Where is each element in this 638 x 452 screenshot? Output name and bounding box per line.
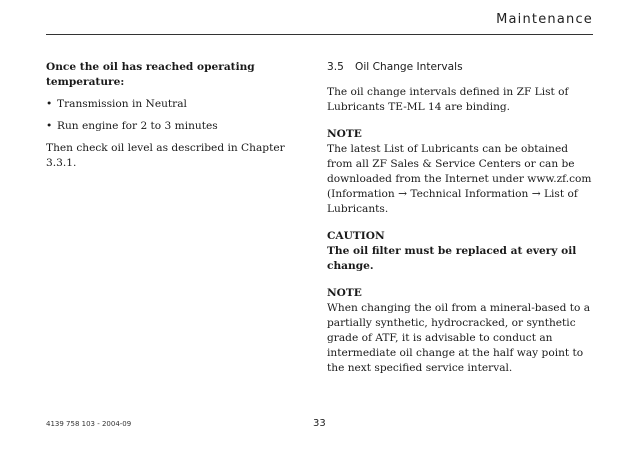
caution-text: The oil filter must be replaced at every oil change. [327, 245, 577, 272]
list-item-text: Run engine for 2 to 3 minutes [57, 120, 218, 132]
list-item-text: Transmission in Neutral [57, 98, 187, 110]
page-number: 33 [313, 418, 326, 429]
section-heading [327, 60, 595, 75]
right-column [327, 60, 595, 376]
procedure-bullet-list [46, 97, 296, 134]
section-number: 3.5 [327, 61, 344, 73]
note-block [327, 127, 595, 217]
section-title: Oil Change Intervals [355, 61, 463, 73]
list-item [46, 97, 296, 112]
note-label: NOTE [327, 287, 362, 299]
document-code: 4139 758 103 - 2004-09 [46, 420, 132, 428]
note-block [327, 286, 595, 376]
note-text: The latest List of Lubricants can be obtained from all ZF Sales & Service Centers or can be downloaded from the Internet under www.zf.com (Information → Technical Information → List of Lubricants. [327, 143, 592, 215]
header-divider [46, 34, 593, 35]
check-oil-level-text: Then check oil level as described in Chapter 3.3.1. [46, 142, 285, 169]
left-column [46, 60, 296, 171]
list-item [46, 119, 296, 134]
note-text: When changing the oil from a mineral-based to a partially synthetic, hydrocracked, or synthetic grade of ATF, it is advisable to conduct an intermediate oil change at the half way point to the next specified service interval. [327, 302, 591, 374]
caution-block [327, 229, 595, 274]
page-header-title: Maintenance [496, 12, 593, 27]
operating-temperature-lead: Once the oil has reached operating temperature: [46, 61, 255, 88]
intervals-intro: The oil change intervals defined in ZF List of Lubricants TE-ML 14 are binding. [327, 86, 569, 113]
bullet-icon: • [46, 120, 53, 132]
bullet-icon: • [46, 98, 53, 110]
caution-label: CAUTION [327, 230, 385, 242]
note-label: NOTE [327, 128, 362, 140]
